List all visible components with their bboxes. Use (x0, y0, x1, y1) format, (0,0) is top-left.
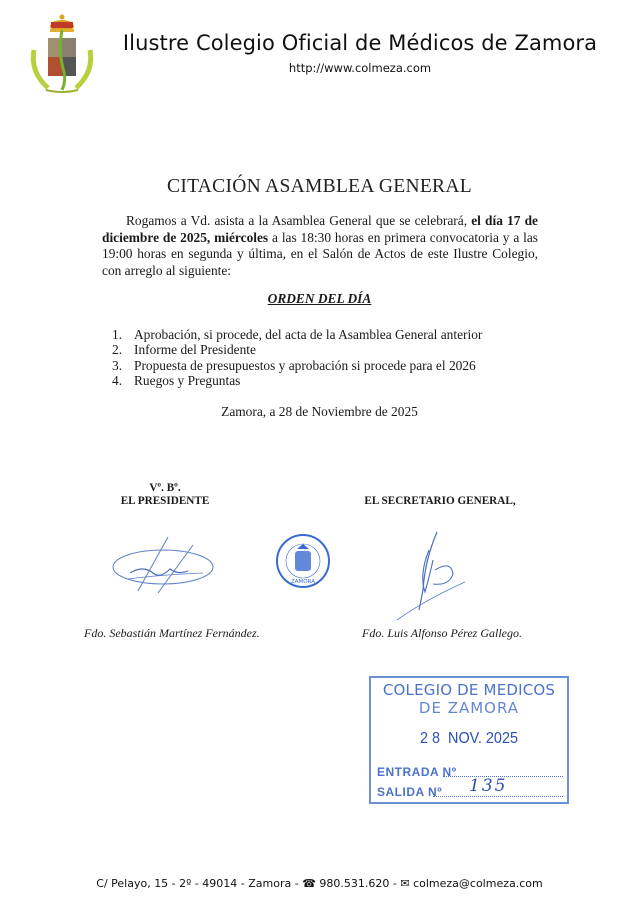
document-title: CITACIÓN ASAMBLEA GENERAL (167, 176, 472, 197)
stamp-line-1: COLEGIO DE MEDICOS (382, 681, 556, 699)
agenda-item (112, 327, 482, 342)
visto-bueno-label: Vº. Bº. (149, 482, 181, 494)
phone-icon: ☎ (302, 877, 316, 890)
president-signature-icon (108, 535, 218, 595)
organization-title: Ilustre Colegio Oficial de Médicos de Zamora (122, 31, 598, 55)
agenda-item-number: 4. (112, 372, 123, 388)
college-logo-icon (24, 12, 100, 94)
secretary-role: EL SECRETARIO GENERAL, (364, 495, 516, 507)
footer-email[interactable]: colmeza@colmeza.com (409, 877, 543, 890)
agenda-title: ORDEN DEL DÍA (267, 291, 372, 306)
agenda-item-text: Informe del Presidente (134, 342, 256, 358)
president-role: EL PRESIDENTE (120, 495, 210, 507)
registry-stamp (369, 676, 569, 804)
stamp-entrada-label: ENTRADA Nº (377, 765, 457, 779)
agenda-item (112, 342, 482, 357)
stamp-salida-number: 135 (469, 776, 508, 796)
president-name: Fdo. Sebastián Martínez Fernández. (84, 626, 260, 640)
stamp-date: 2 8 NOV. 2025 (420, 730, 518, 747)
seal-bottom-text: ZAMORA (291, 579, 315, 585)
agenda-item-number: 1. (112, 327, 123, 342)
agenda-item (112, 373, 482, 388)
agenda-item-text: Aprobación, si procede, del acta de la Asamblea General anterior (134, 327, 483, 342)
meeting-date-bold: el día 17 de diciembre de 2025, miércoles (102, 213, 538, 245)
agenda-item-number: 3. (112, 357, 123, 373)
footer-phone: 980.531.620 - (315, 877, 401, 890)
agenda-item-number: 2. (112, 342, 123, 358)
footer-address: C/ Pelayo, 15 - 2º - 49014 - Zamora - (96, 877, 303, 890)
intro-paragraph (102, 213, 538, 279)
college-seal-icon (275, 533, 331, 589)
organization-url-link[interactable]: http://www.colmeza.com (288, 61, 432, 75)
stamp-line-2: DE ZAMORA (418, 699, 520, 717)
secretary-signature-icon (385, 530, 475, 625)
footer-contact (0, 877, 639, 890)
email-icon: ✉ (400, 877, 410, 890)
secretary-name: Fdo. Luis Alfonso Pérez Gallego. (362, 626, 522, 640)
intro-text-part1: Rogamos a Vd. asista a la Asamblea General que se celebrará, (126, 213, 472, 228)
agenda-list (112, 327, 482, 388)
stamp-salida-line (433, 796, 563, 797)
stamp-salida-label: SALIDA Nº (377, 785, 443, 799)
place-and-date: Zamora, a 28 de Noviembre de 2025 (221, 404, 418, 419)
intro-text-part2: a las 18:30 horas en primera convocatoria y a las 19:00 horas en segunda y última, en el Salón de Actos de este Ilustre Colegio, con arreglo al siguiente: (102, 229, 538, 278)
agenda-item-text: Ruegos y Preguntas (134, 372, 241, 388)
agenda-item (112, 358, 482, 373)
president-heading (100, 482, 230, 508)
agenda-item-text: Propuesta de presupuestos y aprobación si procede para el 2026 (134, 357, 476, 373)
